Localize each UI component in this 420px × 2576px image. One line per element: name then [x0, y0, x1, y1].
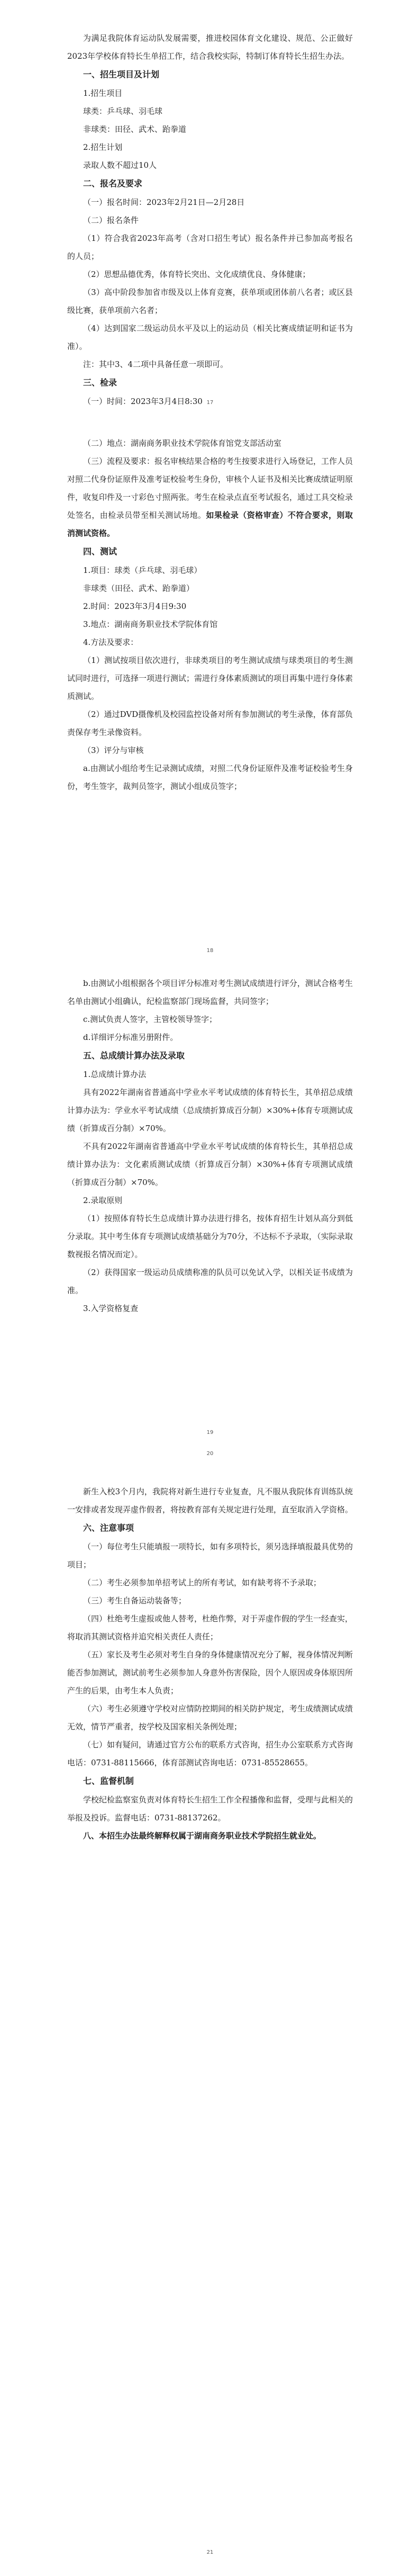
paragraph: 1.项目：球类（乒乓球、羽毛球）	[83, 566, 202, 575]
paragraph: （4）达到国家二级运动员水平及以上的运动员（相关比赛成绩证明和证书为准）。	[67, 324, 353, 351]
paragraph: （1）符合我省2023年高考（含对口招生考试）报名条件并已参加高考报名的人员；	[67, 234, 353, 261]
paragraph: 非球类：田径、武术、跆拳道	[83, 124, 187, 134]
paragraph: 新生入校3个月内，我院将对新生进行专业复查，凡不服从我院体育训练队统一安排或者发现弄虚作假者，将按教育部有关规定进行处理，直至取消入学资格。	[67, 1487, 353, 1514]
page-2-content	[67, 434, 353, 795]
paragraph: （二）地点：湖南商务职业技术学院体育馆党支部活动室	[83, 438, 282, 448]
paragraph: （3）评分与审核	[83, 746, 144, 755]
paragraph: 球类：乒乓球、羽毛球	[83, 106, 163, 116]
page-5-footer	[0, 2229, 420, 2576]
page-1	[0, 0, 420, 413]
section-heading: 六、注意事项	[83, 1523, 134, 1533]
paragraph: 2.招生计划	[83, 142, 123, 152]
paragraph: （2）思想品德优秀，体育特长突出、文化成绩优良、身体健康；	[83, 270, 311, 279]
paragraph: （三）考生自备运动装备等；	[83, 1596, 187, 1605]
paragraph: 具有2022年湖南省普通高中学业水平考试成绩的体育特长生，其单招总成绩计算办法为：学业水平考试成绩（总成绩折算成百分制）×30%+体育专项测试成绩（折算成百分制）×70%。	[67, 1088, 353, 1133]
page-3	[0, 964, 420, 1461]
paragraph-text: （三）流程及要求：报名审核结果合格的考生按要求进行入场登记，工作人员对照二代身份证原件及准考证校验考生身份，审核个人证书及相关比赛成绩证明原件，收复印件及一寸彩色寸照两张。考生在检录点直至考试报名，通过工具交检录处签名，由检录员带至相关测试场地。	[67, 456, 353, 520]
paragraph: 3.地点：湖南商务职业技术学院体育馆	[83, 620, 218, 629]
paragraph: （1）按照体育特长生总成绩计算办法进行排名，按体育招生计划从高分到低分录取。其中考生体育专项测试成绩基础分为70分，不达标不予录取，（实际录取数视报名情况而定）。	[67, 1214, 353, 1259]
section-heading: 三、检录	[83, 378, 117, 388]
page-3-content	[67, 974, 353, 1317]
paragraph: a.由测试小组给考生记录测试成绩，对照二代身份证原件及准考证校验考生身份，考生签字，裁判员签字，测试小组成员签字；	[67, 764, 353, 791]
page-number: 18	[206, 948, 214, 954]
paragraph: 为满足我院体育运动队发展需要，推进校园体育文化建设、规范、公正做好2023年学校体育特长生单招工作，结合我校实际，特制订体育特长生招生办法。	[67, 33, 353, 61]
paragraph: 八、本招生办法最终解释权属于湖南商务职业技术学院招生就业处。	[83, 1831, 322, 1841]
paragraph: （五）家长及考生必须对考生自身的身体健康情况充分了解，视身体情况判断能否参加测试，测试前考生必须参加人身意外伤害保险，因个人原因或身体原因所产生的后果，由考生本人负责；	[67, 1650, 353, 1695]
page-number: 21	[206, 2550, 214, 2555]
paragraph: （二）报名条件	[83, 216, 139, 225]
section-heading: 一、招生项目及计划	[83, 69, 160, 79]
paragraph: （六）考生必须遵守学校对应情防控期间的相关防护规定，考生成绩测试成绩无效，情节严重者，按学校及国家相关条例处理；	[67, 1704, 353, 1731]
paragraph: 录取人数不超过10人	[83, 160, 157, 170]
section-heading: 二、报名及要求	[83, 178, 143, 189]
paragraph: 1.招生项目	[83, 88, 123, 98]
page-number: 17	[206, 400, 214, 406]
section-heading: 七、监督机制	[83, 1776, 134, 1786]
paragraph: （1）测试按项目依次进行，非球类项目的考生测试成绩与球类项目的考生测试同时进行，可选择一项进行测试；需进行身体素质测试的项目再集中进行身体素质测试。	[67, 656, 353, 701]
paragraph: c.测试负责人签字，主管校领导签字；	[83, 1015, 217, 1024]
page-4-content	[67, 1483, 353, 1845]
page-1-content	[67, 29, 353, 410]
section-heading: 四、测试	[83, 546, 117, 557]
paragraph: （二）考生必须参加单招考试上的所有考试，如有缺考将不予录取；	[83, 1578, 322, 1587]
paragraph: 2.时间：2023年3月4日9:30	[83, 602, 187, 611]
page-number: 19	[206, 1430, 214, 1435]
paragraph: 学校纪检监察室负责对体育特长生招生工作全程播像和监督，受理与此相关的举报及投诉。监督电话：0731-88137262。	[67, 1795, 353, 1823]
paragraph	[67, 452, 353, 542]
paragraph: d.详细评分标准另册附件。	[83, 1033, 178, 1042]
paragraph: （七）如有疑问，请通过官方公布的联系方式咨询，招生办公室联系方式咨询电话：0731-88115666，体育部测试咨询电话：0731-85528655。	[67, 1740, 353, 1767]
paragraph: 1.总成绩计算办法	[83, 1070, 147, 1079]
paragraph: b.由测试小组根据各个项目评分标准对考生测试成绩进行评分，测试合格考生名单由测试小组确认，纪检监察部门现场监督，共同签字；	[67, 979, 353, 1006]
paragraph: （2）通过DVD摄像机及校园监控设备对所有参加测试的考生录像，体育部负责保存考生录像资料。	[67, 710, 353, 737]
paragraph: （一）时间：2023年3月4日8:30	[83, 397, 203, 406]
paragraph: 非球类（田径、武术、跆拳道）	[83, 584, 195, 593]
paragraph: 4.方法及要求：	[83, 638, 139, 647]
paragraph: （3）高中阶段参加省市级及以上体育竞赛，获单项或团体前八名者；或区县级比赛，获单项前六名者；	[67, 288, 353, 315]
paragraph-bold-text: 如果检录（资格审查）不符合要求，则取消测试资格。	[67, 510, 353, 538]
section-heading: 五、总成绩计算办法及录取	[83, 1051, 185, 1061]
paragraph: （四）杜绝考生虚报或他人替考，杜绝作弊，对于弄虚作假的学生一经查实，将取消其测试资格并追究相关责任人责任；	[67, 1614, 353, 1641]
paragraph: （一）报名时间：2023年2月21日—2月28日	[83, 198, 245, 207]
paragraph: 3.入学资格复查	[83, 1304, 139, 1313]
paragraph: （一）每位考生只能填报一项特长，如有多项特长，须另选择填报最具优势的项目；	[67, 1542, 353, 1569]
page-number: 20	[206, 1451, 214, 1457]
page-2	[0, 413, 420, 964]
paragraph: 2.录取原则	[83, 1196, 123, 1205]
paragraph: 不具有2022年湖南省普通高中学业水平考试成绩的体育特长生，其单招总成绩计算办法为：文化素质测试成绩（折算成百分制）×30%+体育专项测试成绩（折算成百分制）×70%。	[67, 1142, 353, 1187]
paragraph: 注：其中3、4二项中具备任意一项即可。	[83, 360, 229, 369]
paragraph: （2）获得国家一级运动员成绩称准的队员可以免试入学，以相关证书成绩为准。	[67, 1268, 353, 1295]
page-4	[0, 1461, 420, 2229]
